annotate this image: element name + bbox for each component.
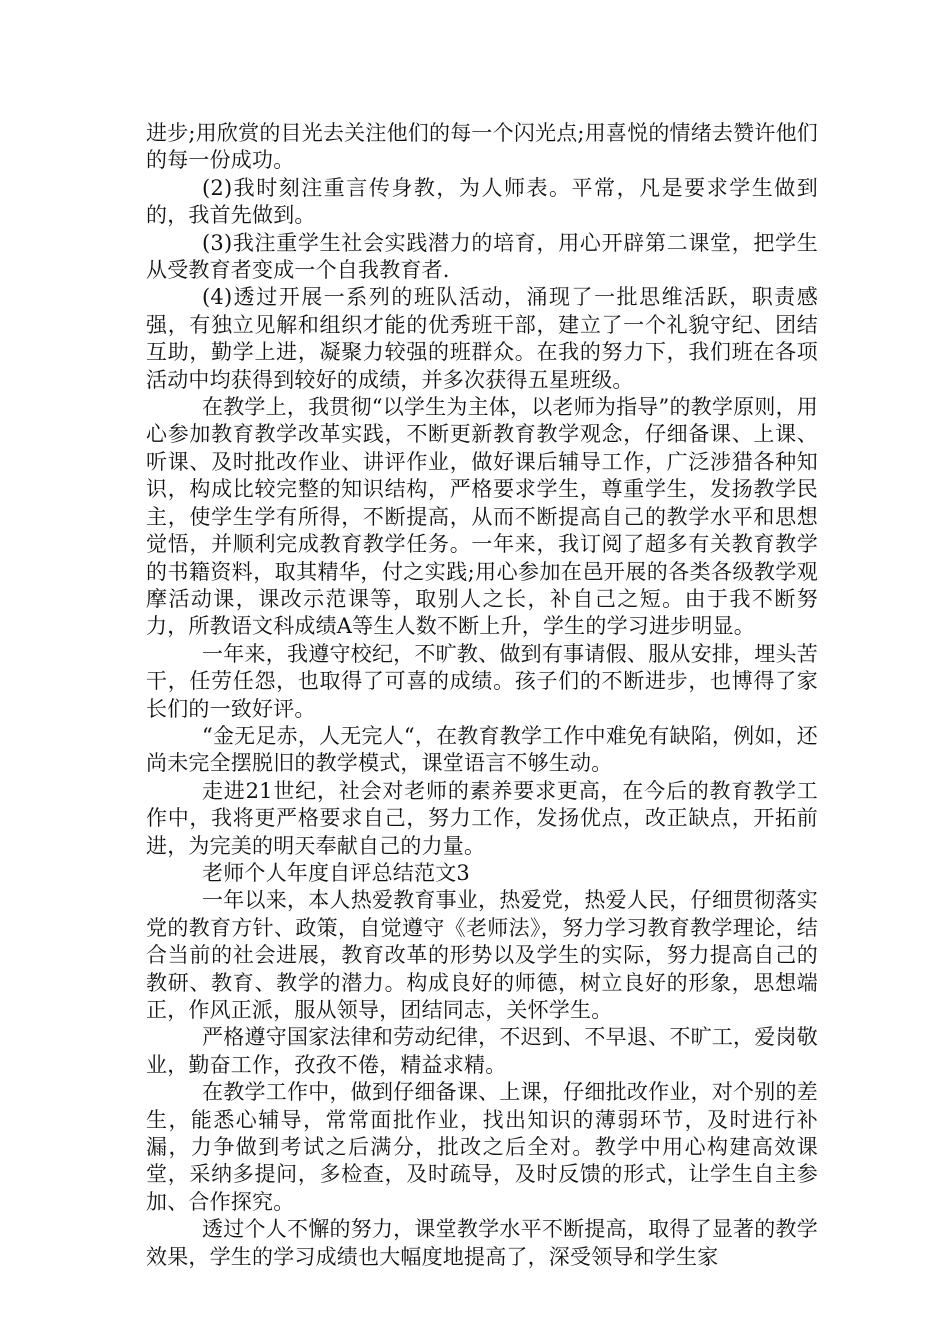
- paragraph-shortcomings: “金无足赤，人无完人“，在教育教学工作中难免有缺陷，例如，还尚未完全摆脱旧的教学模式，课堂语言不够生动。: [146, 723, 818, 776]
- paragraph-law: 严格遵守国家法律和劳动纪律，不迟到、不早退、不旷工，爱岗敬业，勤奋工作，孜孜不倦，精益求精。: [146, 1025, 818, 1077]
- paragraph-outlook: 走进21世纪，社会对老师的素养要求更高，在今后的教育教学工作中，我将更严格要求自己，努力工作，发扬优点，改正缺点，开拓前进，为完美的明天奉献自己的力量。: [146, 778, 818, 858]
- paragraph-item-3: (3)我注重学生社会实践潜力的培育，用心开辟第二课堂，把学生从受教育者变成一个自我教育者.: [146, 230, 818, 283]
- paragraph-teaching-work: 在教学工作中，做到仔细备课、上课，仔细批改作业，对个别的差生，能悉心辅导，常常面批作业，找出知识的薄弱环节，及时进行补漏，力争做到考试之后满分，批改之后全对。教学中用心构建高效课堂，采纳多提问，多检查，及时疏导，及时反馈的形式，让学生自主参加、合作探究。: [146, 1080, 818, 1214]
- paragraph-teaching: 在教学上，我贯彻“以学生为主体，以老师为指导”的教学原则，用心参加教育教学改革实践，不断更新教育教学观念，仔细备课、上课、听课、及时批改作业、讲评作业，做好课后辅导工作，广泛涉猎各种知识，构成比较完整的知识结构，严格要求学生，尊重学生，发扬教学民主，使学生学有所得，不断提高，从而不断提高自己的教学水平和思想觉悟，并顺利完成教育教学任务。一年来，我订阅了超多有关教育教学的书籍资料，取其精华，付之实践;用心参加在邑开展的各类各级教学观摩活动课，课改示范课等，取别人之长，补自己之短。由于我不断努力，所教语文科成绩A等生人数不断上升，学生的学习进步明显。: [146, 395, 818, 639]
- document-body: [146, 120, 818, 1271]
- paragraph-item-2: (2)我时刻注重言传身教，为人师表。平常，凡是要求学生做到的，我首先做到。: [146, 175, 818, 228]
- paragraph-results: 透过个人不懈的努力，课堂教学水平不断提高，取得了显著的教学效果，学生的学习成绩也大幅度地提高了，深受领导和学生家: [146, 1217, 818, 1269]
- paragraph-continuation: 进步;用欣赏的目光去关注他们的每一个闪光点;用喜悦的情绪去赞许他们的每一份成功。: [146, 121, 818, 173]
- paragraph-item-4: (4)透过开展一系列的班队活动，涌现了一批思维活跃，职责感强，有独立见解和组织才能的优秀班干部，建立了一个礼貌守纪、团结互助，勤学上进，凝聚力较强的班群众。在我的努力下，我们班在各项活动中均获得到较好的成绩，并多次获得五星班级。: [146, 285, 818, 392]
- paragraph-discipline: 一年来，我遵守校纪，不旷教、做到有事请假、服从安排，埋头苦干，任劳任怨，也取得了可喜的成绩。孩子们的不断进步，也博得了家长们的一致好评。: [146, 641, 818, 721]
- paragraph-intro: 一年以来，本人热爱教育事业，热爱党，热爱人民，仔细贯彻落实党的教育方针、政策，自觉遵守《老师法》，努力学习教育教学理论，结合当前的社会进展，教育改革的形势以及学生的实际，努力提高自己的教研、教育、教学的潜力。构成良好的师德，树立良好的形象，思想端正，作风正派，服从领导，团结同志，关怀学生。: [146, 888, 818, 1022]
- section-heading: 老师个人年度自评总结范文3: [202, 860, 470, 885]
